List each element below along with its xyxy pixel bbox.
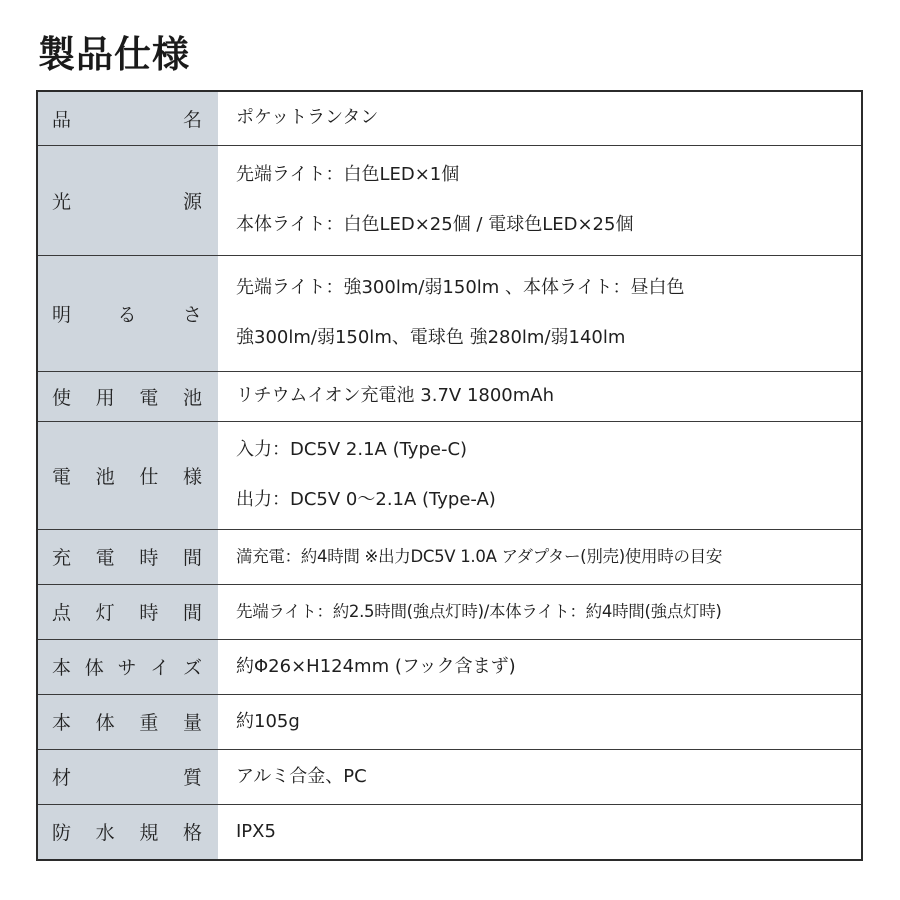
label-char: 様 (182, 465, 202, 488)
label-char: 品 (52, 108, 72, 131)
table-row (37, 91, 862, 145)
label-char: 材 (52, 767, 72, 789)
label-char: 点 (52, 602, 72, 624)
label-char: 源 (182, 190, 202, 213)
table-row (37, 421, 862, 529)
row-label (37, 421, 218, 529)
label-char: 本 (52, 712, 72, 734)
label-char: 灯 (95, 602, 115, 624)
value-line: 先端ライト：強300lm/弱150lm 、本体ライト：昼白色 (236, 277, 685, 298)
row-value (218, 749, 862, 804)
row-label (37, 91, 218, 145)
label-char: 規 (139, 822, 159, 845)
label-char: ズ (182, 657, 202, 679)
label-char: サ (117, 657, 137, 679)
table-row (37, 639, 862, 694)
label-char: 充 (52, 547, 72, 569)
label-char: 水 (95, 822, 115, 845)
label-char: 格 (182, 822, 202, 845)
label-char: さ (182, 303, 202, 326)
row-value (218, 421, 862, 529)
value-line: 先端ライト：白色LED×1個 (236, 164, 460, 185)
row-label (37, 639, 218, 694)
label-char: 光 (52, 190, 72, 213)
value-line: 満充電：約4時間 ※出力DC5V 1.0A アダプター(別売)使用時の目安 (236, 546, 723, 566)
value-line: 約105g (236, 710, 300, 732)
label-char: 体 (95, 712, 115, 734)
label-char: 電 (52, 465, 72, 488)
spec-table (36, 90, 863, 861)
value-line: アルミ合金、PC (236, 765, 367, 787)
table-row (37, 255, 862, 371)
value-line: 強300lm/弱150lm、電球色 強280lm/弱140lm (236, 327, 626, 348)
label-char: 重 (139, 712, 159, 734)
page-title: 製品仕様 (38, 33, 190, 76)
label-char: 池 (95, 465, 115, 488)
label-char: 時 (139, 602, 159, 624)
label-char: 仕 (139, 465, 159, 488)
label-char: 使 (52, 386, 72, 409)
row-value (218, 639, 862, 694)
value-line: 本体ライト：白色LED×25個 / 電球色LED×25個 (236, 214, 634, 235)
row-value (218, 529, 862, 584)
row-label (37, 694, 218, 749)
table-row (37, 584, 862, 639)
label-char: 間 (182, 547, 202, 569)
value-line: IPX5 (236, 820, 276, 842)
table-row (37, 804, 862, 860)
table-row (37, 145, 862, 255)
table-row (37, 529, 862, 584)
table-row (37, 694, 862, 749)
label-char: 間 (182, 602, 202, 624)
row-label (37, 584, 218, 639)
label-char: 用 (95, 386, 115, 409)
label-char: 防 (52, 822, 72, 845)
label-char: 本 (52, 657, 72, 679)
row-label (37, 804, 218, 860)
row-value (218, 91, 862, 145)
label-char: 時 (139, 547, 159, 569)
table-row (37, 371, 862, 421)
value-line: 約Φ26×H124mm (フック含まず) (236, 655, 516, 677)
row-label (37, 145, 218, 255)
label-char: 質 (182, 767, 202, 789)
value-line: 入力：DC5V 2.1A (Type-C) (236, 439, 468, 460)
label-char: イ (150, 657, 170, 679)
value-line: 出力：DC5V 0〜2.1A (Type-A) (236, 489, 496, 510)
label-char: 明 (52, 303, 72, 326)
label-char: 電 (139, 386, 159, 409)
label-char: る (117, 303, 137, 326)
value-line: リチウムイオン充電池 3.7V 1800mAh (236, 385, 555, 406)
row-value (218, 584, 862, 639)
row-label (37, 371, 218, 421)
value-line: ポケットランタン (236, 107, 379, 129)
row-label (37, 529, 218, 584)
row-value (218, 371, 862, 421)
row-label (37, 255, 218, 371)
table-row (37, 749, 862, 804)
row-value (218, 804, 862, 860)
row-label (37, 749, 218, 804)
value-line: 先端ライト：約2.5時間(強点灯時)/本体ライト：約4時間(強点灯時) (236, 601, 722, 621)
label-char: 電 (95, 547, 115, 569)
label-char: 量 (182, 712, 202, 734)
label-char: 体 (84, 657, 104, 679)
row-value (218, 694, 862, 749)
row-value (218, 255, 862, 371)
label-char: 名 (182, 108, 202, 131)
label-char: 池 (182, 386, 202, 409)
row-value (218, 145, 862, 255)
